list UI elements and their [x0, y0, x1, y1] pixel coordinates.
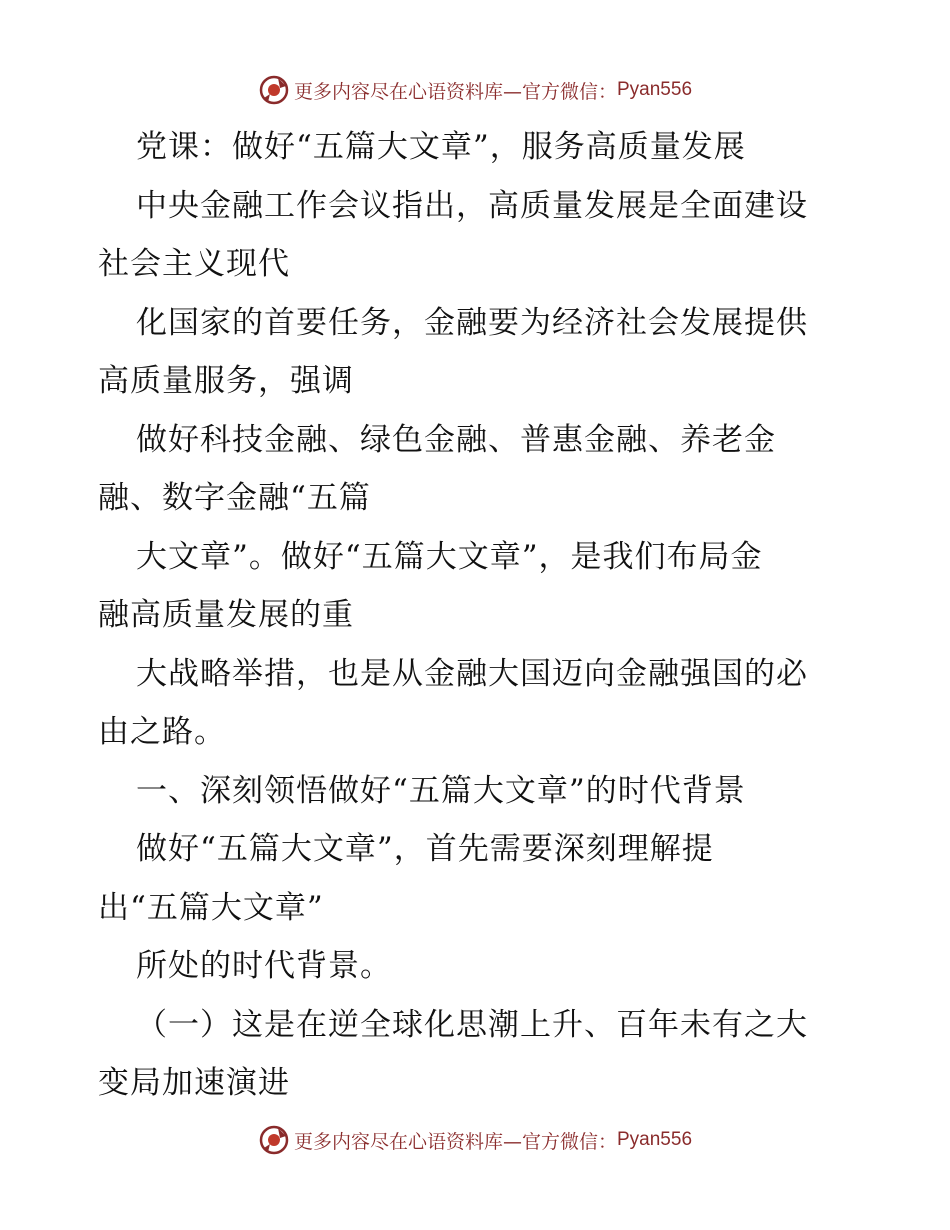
- paragraph-line: 社会主义现代: [98, 246, 290, 282]
- paragraph-line: 做好“五篇大文章”，首先需要深刻理解提: [136, 831, 714, 867]
- paragraph-line: 变局加速演进: [98, 1065, 290, 1101]
- paragraph-line: 大战略举措，也是从金融大国迈向金融强国的必: [136, 655, 808, 692]
- paragraph-line: 做好科技金融、绿色金融、普惠金融、养老金: [136, 421, 776, 458]
- logo-icon: [258, 74, 290, 106]
- paragraph-line: 中央金融工作会议指出，高质量发展是全面建设: [136, 187, 808, 224]
- watermark-handle: Pyan556: [617, 1129, 693, 1150]
- watermark-handle: Pyan556: [617, 79, 693, 100]
- paragraph-line: 高质量服务，强调: [98, 363, 354, 399]
- header-watermark: [0, 70, 950, 110]
- watermark-text: 更多内容尽在心语资料库—官方微信：: [293, 1130, 617, 1153]
- paragraph-line: 所处的时代背景。: [136, 948, 392, 984]
- footer-watermark: [0, 1120, 950, 1160]
- paragraph-line: 融高质量发展的重: [98, 597, 354, 633]
- subsection-heading: （一）这是在逆全球化思潮上升、百年未有之大: [136, 1006, 808, 1043]
- document-title: 党课：做好“五篇大文章”，服务高质量发展: [136, 129, 746, 165]
- logo-icon: [258, 1124, 290, 1156]
- document-body: [98, 118, 858, 1113]
- paragraph-line: 融、数字金融“五篇: [98, 480, 371, 516]
- paragraph-line: 大文章”。做好“五篇大文章”，是我们布局金: [136, 538, 763, 575]
- paragraph-line: 化国家的首要任务，金融要为经济社会发展提供: [136, 304, 808, 341]
- paragraph-line: 出“五篇大文章”: [98, 889, 324, 926]
- watermark-text: 更多内容尽在心语资料库—官方微信：: [293, 80, 617, 103]
- paragraph-line: 由之路。: [98, 714, 226, 750]
- section-heading: 一、深刻领悟做好“五篇大文章”的时代背景: [136, 772, 746, 809]
